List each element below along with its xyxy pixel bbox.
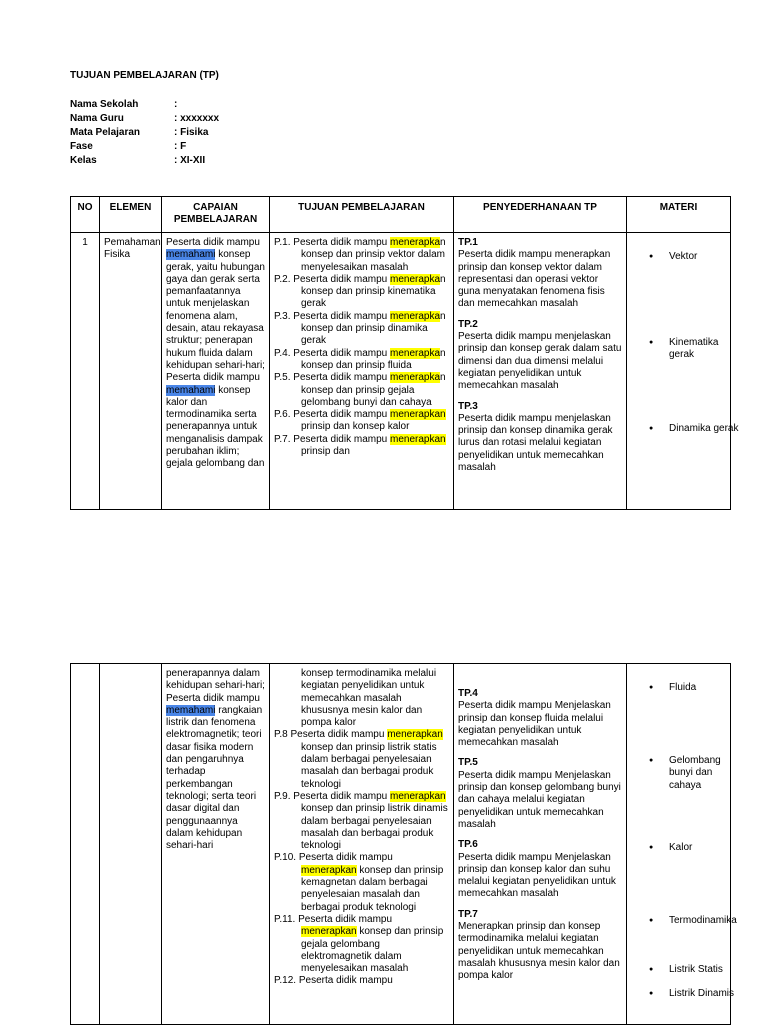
- meta-key: Nama Sekolah: [70, 99, 139, 110]
- tp-block: [458, 401, 622, 475]
- tp-table-part-2: [70, 663, 737, 1025]
- header-materi: MATERI: [627, 197, 731, 233]
- cell-tujuan: [270, 233, 454, 510]
- meta-key: Kelas: [70, 155, 97, 166]
- tujuan-text: P.4. Peserta didik mampu: [274, 347, 390, 359]
- document-title: TUJUAN PEMBELAJARAN (TP): [70, 70, 219, 81]
- tujuan-text: konsep dan prinsip listrik statis dalam berbagai penyelesaian masalah dan berbagai produk teknologi: [301, 741, 437, 790]
- meta-value: : Fisika: [174, 127, 209, 138]
- tp-block: [458, 839, 622, 900]
- meta-value: : F: [174, 141, 187, 152]
- tujuan-item: [274, 975, 449, 987]
- tp-block: [458, 319, 622, 393]
- meta-value: : XI-XII: [174, 155, 206, 166]
- tp-text: Menerapkan prinsip dan konsep termodinamika melalui kegiatan penyelidikan untuk memecahkan masalah khususnya mesin kalor dan pompa kalor: [458, 921, 620, 982]
- highlight-menerapkan: menerapkan: [301, 926, 357, 938]
- tujuan-text: P.10. Peserta didik mampu: [274, 852, 393, 864]
- meta-key: Mata Pelajaran: [70, 127, 141, 138]
- tujuan-text: P.5. Peserta didik mampu: [274, 372, 390, 384]
- tujuan-item: [274, 311, 449, 348]
- tujuan-text: n konsep dan prinsip gejala gelombang bunyi dan cahaya: [301, 372, 446, 408]
- materi-item: ● Dinamika gerak: [649, 423, 739, 435]
- materi-item: ● Gelombang bunyi dan cahaya: [649, 755, 739, 792]
- materi-list: [631, 668, 737, 1024]
- tp-text: Peserta didik mampu Menjelaskan prinsip dan konsep fluida melalui kegiatan penyelidikan untuk memecahkan masalah: [458, 700, 611, 749]
- highlight-menerapkan: menerapka: [390, 372, 441, 384]
- tp-heading: TP.2: [458, 318, 478, 330]
- highlight-memahami: memahami: [166, 704, 216, 716]
- tujuan-item: [274, 729, 449, 790]
- tujuan-text: P.7. Peserta didik mampu: [274, 433, 390, 445]
- header-no: NO: [71, 197, 100, 233]
- meta-value: :: [174, 99, 178, 110]
- tujuan-text: konsep dan prinsip listrik dinamis dalam berbagai penyelesaian masalah dan berbagai produk teknologi: [301, 803, 448, 852]
- highlight-menerapkan: menerapka: [390, 237, 441, 248]
- highlight-memahami: memahami: [166, 249, 216, 261]
- tujuan-text: P.11. Peserta didik mampu: [274, 913, 393, 925]
- header-elemen: ELEMEN: [100, 197, 162, 233]
- tujuan-item: [274, 372, 449, 409]
- highlight-menerapkan: menerapkan: [390, 409, 446, 421]
- cell-penyederhanaan: [454, 664, 627, 1025]
- meta-row-mapel: [70, 126, 219, 140]
- meta-row-sekolah: [70, 98, 219, 112]
- highlight-menerapkan: menerapka: [390, 310, 441, 322]
- tujuan-text: P.2. Peserta didik mampu: [274, 273, 390, 285]
- tujuan-text: n konsep dan prinsip fluida: [301, 347, 446, 371]
- tujuan-text: P.6. Peserta didik mampu: [274, 409, 390, 421]
- table-row: [71, 233, 731, 510]
- header-capaian: CAPAIAN PEMBELAJARAN: [162, 197, 270, 233]
- header-tujuan: TUJUAN PEMBELAJARAN: [270, 197, 454, 233]
- tp-text: Peserta didik mampu menerapkan prinsip dan konsep vektor dalam representasi dan operasi vektor guna menyatakan fenomena fisis dan memecahkan masalah: [458, 249, 611, 310]
- tp-block: [458, 237, 622, 311]
- highlight-menerapkan: menerapkan: [387, 729, 443, 741]
- tujuan-text: konsep dan prinsip kemagnetan dalam berbagai penyelesaian masalah dan berbagai produk teknologi: [301, 864, 444, 913]
- document-meta: [70, 98, 219, 168]
- tujuan-text: P.8 Peserta didik mampu: [274, 729, 388, 741]
- tp-text: Peserta didik mampu Menjelaskan prinsip dan konsep kalor dan suhu melalui kegiatan penyelidikan untuk memecahkan masalah: [458, 851, 616, 900]
- capaian-text: rangkaian listrik dan fenomena elektromagnetik; teori dasar fisika modern dan pengaruhnya terhadap perkembangan teknologi; serta teori dasar digital dan penggunaannya dalam kehidupan sehari-hari: [166, 704, 263, 852]
- tujuan-item: [274, 791, 449, 852]
- tp-table-part-1: [70, 196, 739, 510]
- meta-row-fase: [70, 140, 219, 154]
- tujuan-continuation: konsep termodinamika melalui kegiatan penyelidikan untuk memecahkan masalah khususnya mesin kalor dan pompa kalor: [301, 668, 437, 729]
- tujuan-item: [274, 348, 449, 373]
- header-penyederhanaan: PENYEDERHANAAN TP: [454, 197, 627, 233]
- materi-item: ● Vektor: [649, 251, 739, 263]
- cell-penyederhanaan: [454, 233, 627, 510]
- tujuan-text: konsep dan prinsip gejala gelombang elektromagnetik dalam menyelesaikan masalah: [301, 926, 444, 975]
- cell-elemen: [100, 664, 162, 1025]
- meta-row-guru: [70, 112, 219, 126]
- capaian-text: konsep gerak, yaitu hubungan gaya dan gerak serta pemanfaatannya untuk menjelaskan fenomena alam, desain, atau rekayasa struktur; penerapan hukum fluida dalam kehidupan sehari-hari; Peserta didik mampu: [166, 249, 265, 384]
- tp-text: Peserta didik mampu Menjelaskan prinsip dan konsep gelombang bunyi dan cahaya melalui kegiatan penyelidikan untuk memecahkan masalah: [458, 769, 621, 830]
- highlight-menerapkan: menerapkan: [390, 433, 446, 445]
- capaian-text: Peserta didik mampu: [166, 237, 260, 248]
- tp-block: [458, 909, 622, 983]
- tujuan-text: P.9. Peserta didik mampu: [274, 790, 390, 802]
- materi-list: [631, 237, 739, 509]
- cell-capaian: [162, 233, 270, 510]
- tp-block: [458, 688, 622, 749]
- cell-no: 1: [71, 233, 100, 510]
- cell-tujuan: [270, 664, 454, 1025]
- materi-item: ● Listrik Dinamis: [649, 988, 739, 1000]
- tujuan-item: [274, 434, 449, 459]
- tp-heading: TP.1: [458, 237, 478, 248]
- capaian-text: penerapannya dalam kehidupan sehari-hari; Peserta didik mampu: [166, 668, 265, 704]
- tujuan-text: P.3. Peserta didik mampu: [274, 310, 390, 322]
- tujuan-text: P.1. Peserta didik mampu: [274, 237, 390, 248]
- highlight-menerapkan: menerapka: [390, 273, 441, 285]
- cell-materi: [627, 664, 737, 1025]
- tujuan-item: [274, 852, 449, 913]
- materi-item: ● Kalor: [649, 842, 739, 854]
- tujuan-text: n konsep dan prinsip dinamika gerak: [301, 310, 446, 347]
- tujuan-text: n konsep dan prinsip vektor dalam menyelesaikan masalah: [301, 237, 446, 273]
- highlight-memahami: memahami: [166, 384, 216, 396]
- tujuan-item: [274, 409, 449, 434]
- tujuan-item: [274, 274, 449, 311]
- tujuan-text: P.12. Peserta didik mampu: [274, 975, 393, 987]
- capaian-text: konsep kalor dan termodinamika serta penerapannya untuk menganalisis dampak perubahan iklim; gejala gelombang dan: [166, 384, 265, 470]
- cell-capaian: [162, 664, 270, 1025]
- tp-heading: TP.3: [458, 400, 478, 412]
- materi-item: ● Fluida: [649, 682, 739, 694]
- meta-value: : xxxxxxx: [174, 113, 220, 124]
- tp-block: [458, 757, 622, 831]
- tp-text: Peserta didik mampu menjelaskan prinsip dan konsep gerak dalam satu dimensi dan dua dimensi melalui kegiatan penyelidikan untuk memecahkan masalah: [458, 331, 622, 392]
- materi-item: ● Termodinamika: [649, 915, 739, 927]
- highlight-menerapkan: menerapkan: [390, 790, 446, 802]
- tujuan-text: n konsep dan prinsip kinematika gerak: [301, 273, 446, 310]
- highlight-menerapkan: menerapkan: [301, 864, 357, 876]
- meta-key: Fase: [70, 141, 93, 152]
- tp-heading: TP.4: [458, 688, 478, 699]
- materi-item: ● Listrik Statis: [649, 964, 739, 976]
- cell-no: [71, 664, 100, 1025]
- materi-item: ● Kinematika gerak: [649, 337, 739, 362]
- tp-heading: TP.7: [458, 908, 478, 920]
- spacer: [458, 668, 622, 688]
- tp-text: Peserta didik mampu menjelaskan prinsip dan konsep dinamika gerak lurus dan rotasi melalui kegiatan penyelidikan untuk memecahkan masalah: [458, 412, 613, 474]
- tujuan-item: [274, 914, 449, 975]
- tujuan-item: [274, 237, 449, 274]
- meta-row-kelas: [70, 154, 219, 168]
- tujuan-text: prinsip dan konsep kalor: [301, 421, 410, 433]
- cell-materi: [627, 233, 739, 510]
- table-row: [71, 664, 731, 1025]
- tujuan-text: prinsip dan: [301, 446, 350, 458]
- table-header-row: [71, 197, 731, 233]
- tp-heading: TP.6: [458, 839, 478, 851]
- cell-elemen: Pemahaman Fisika: [100, 233, 162, 510]
- tp-heading: TP.5: [458, 757, 478, 769]
- highlight-menerapkan: menerapka: [390, 347, 441, 359]
- meta-key: Nama Guru: [70, 113, 124, 124]
